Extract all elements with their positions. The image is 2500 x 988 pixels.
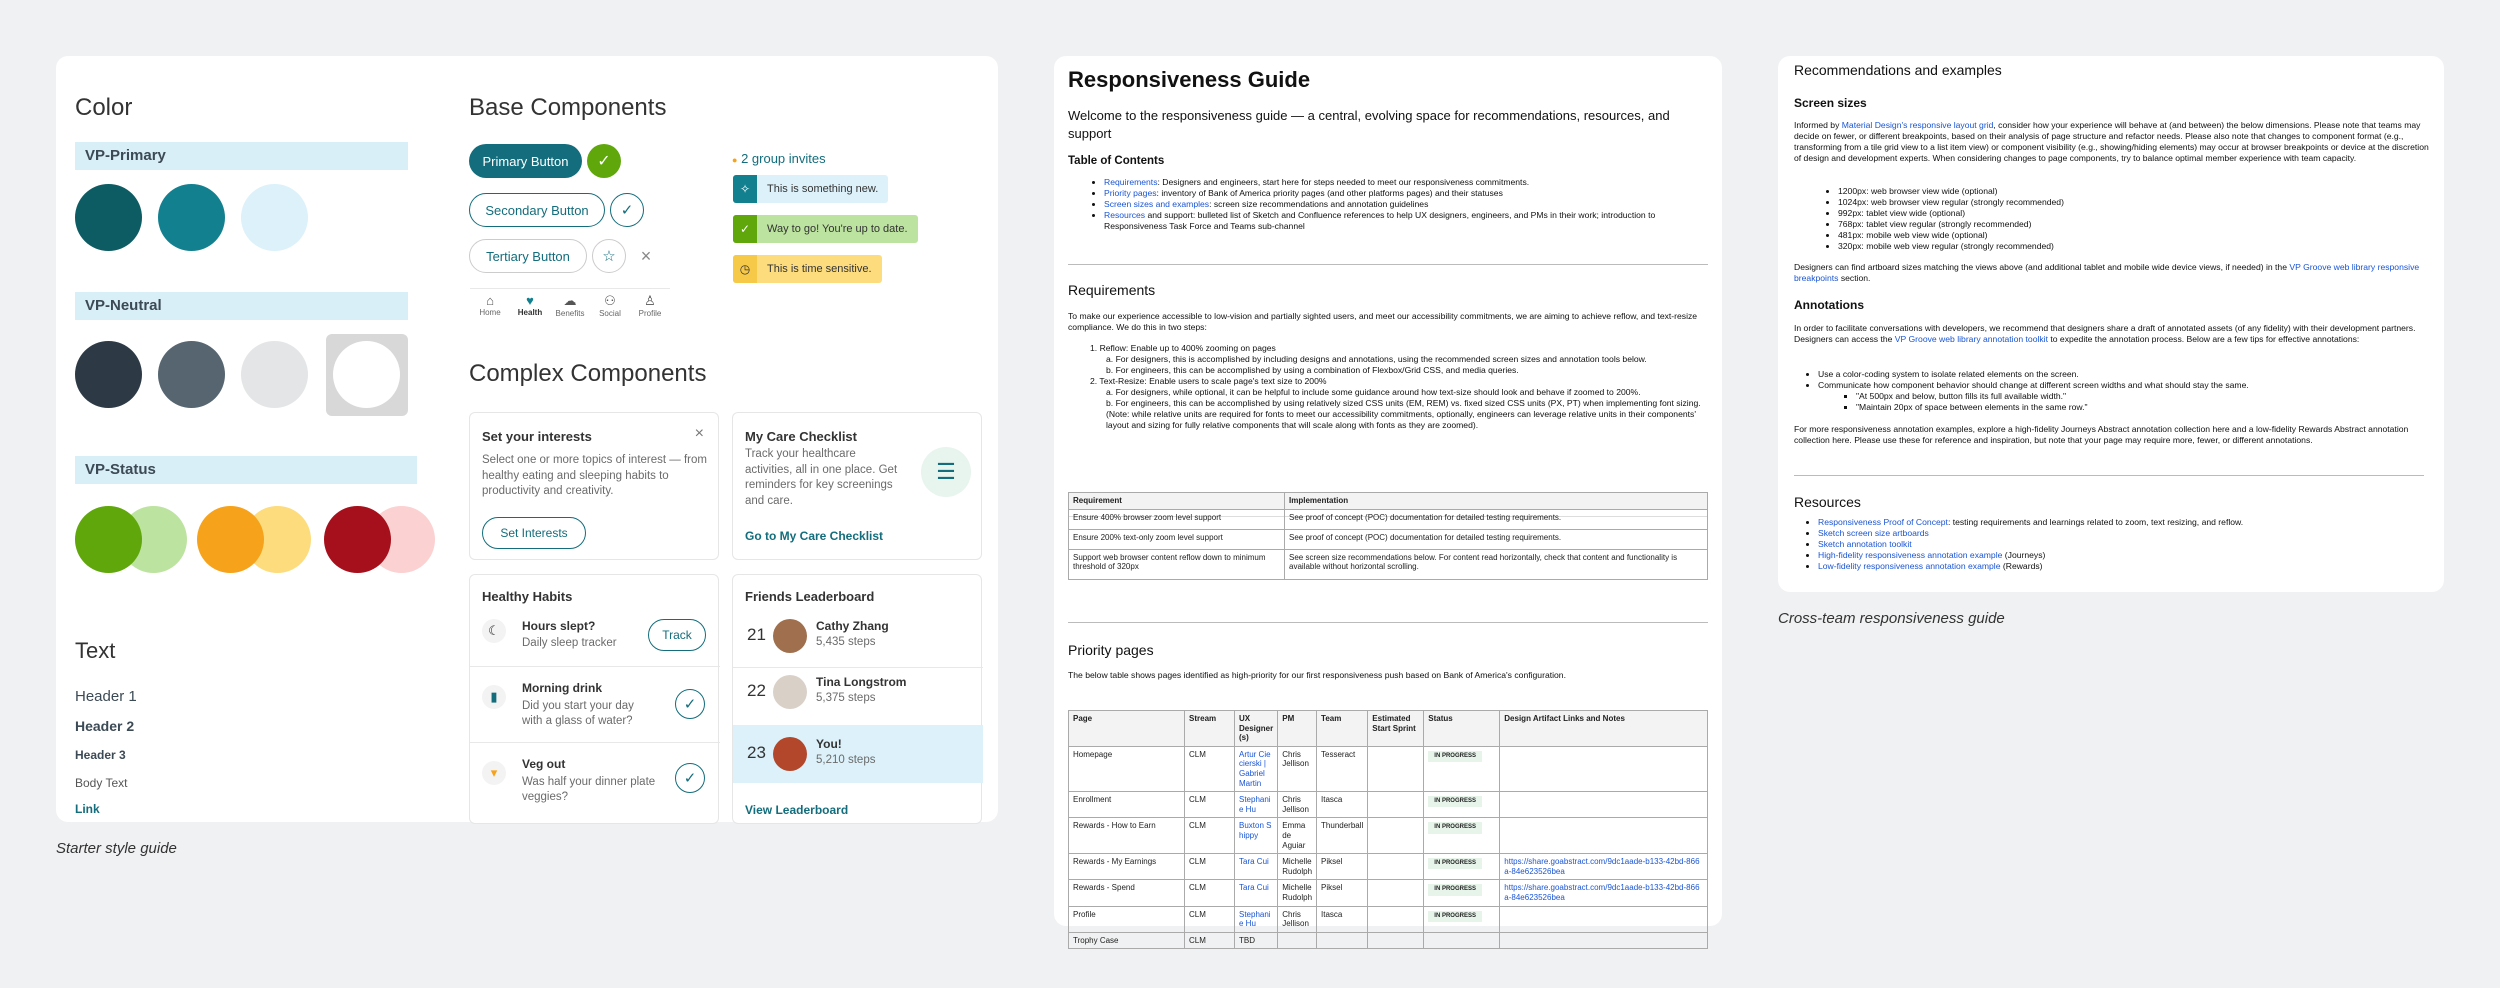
nav-home[interactable]: ⌂ Home [470,293,510,324]
screen-sizes-body: Informed by Material Design's responsive layout grid, consider how your experience will behave at (and between) the below dimensions. Please note that teams may decide on fewer, or different breakpoints, based on their analysis of page structure and refactor needs. Please also note that changes to component format (e.g., transforming from a tile grid view to a list item view) or component visibility (e.g., showing/hiding elements) may occur at browser breakpoints or device at the discretion of design and development experts. When considering changes to page components, try to balance optimal member experience with team capacity. [1794,120,2429,163]
swatch-status-red [324,506,391,573]
divider [470,742,720,743]
table-header: UX Designer (s) [1235,711,1278,747]
designer-link[interactable]: Tara Cui [1239,857,1269,867]
toc-title: Table of Contents [1068,155,1165,167]
avatar [773,737,807,771]
home-icon: ⌂ [486,293,494,308]
table-header: Implementation [1285,493,1708,510]
check-icon[interactable]: ✓ [675,763,705,793]
resource-link[interactable]: Sketch annotation toolkit [1818,539,1912,549]
table-row: Enrollment CLM Stephanie Hu Chris Jellison Itasca IN PROGRESS [1069,792,1708,818]
carrot-icon: ▾ [482,761,506,785]
annotations-more: For more responsiveness annotation examples, explore a high-fidelity Journeys Abstract annotation collection here and a low-fidelity Rewards Abstract annotation collection here. Please use these for reference and inspiration, but note that your page may require more, fewer, or different annotations. [1794,424,2409,445]
resource-item: • High-fidelity responsiveness annotation example (Journeys) [1818,550,2418,561]
swatch-status-orange [197,506,264,573]
benefits-icon: ☁ [563,293,577,308]
group-invites[interactable]: ● 2 group invites [732,151,826,166]
requirements-table [1068,492,1708,580]
table-row: Ensure 200% text-only zoom level support See proof of concept (POC) documentation for detailed testing requirements. [1069,529,1708,549]
annotations-heading: Annotations [1794,298,1864,312]
habit-title: Hours slept? [522,619,596,633]
divider [1068,622,1708,623]
sample-link[interactable]: Link [75,802,100,816]
table-row: Profile CLM Stephanie Hu Chris Jellison Itasca IN PROGRESS [1069,906,1708,932]
priority-pages-heading: Priority pages [1068,642,1154,658]
friend-steps: 5,375 steps [816,692,876,704]
tertiary-button[interactable]: Tertiary Button [469,239,587,273]
swatch-neutral-3 [241,341,308,408]
breakpoints-link[interactable]: VP Groove web library responsive breakpoints [1794,262,2420,283]
checklist-body: Track your healthcare activities, all in one place. Get reminders for key screenings and care. [745,448,898,507]
divider [733,667,983,668]
dot-icon: ● [732,155,738,165]
interests-card [469,412,719,560]
table-header: Requirement [1069,493,1285,510]
sparkle-icon: ✧ [733,175,757,203]
table-header: Design Artifact Links and Notes [1500,711,1708,747]
status-badge: IN PROGRESS [1428,911,1482,922]
moon-icon: ☾ [482,619,506,643]
close-icon[interactable]: × [640,245,652,266]
table-row: Rewards - My Earnings CLM Tara Cui Michelle Rudolph Piksel IN PROGRESS https://share.goabstract.com/9dc1aade-b133-42bd-866a-84e623526bea [1069,854,1708,880]
swatch-neutral-1 [75,341,142,408]
style-guide-caption: Starter style guide [56,840,177,857]
complex-components-heading: Complex Components [469,360,707,387]
avatar [773,675,807,709]
table-row: Support web browser content reflow down to minimum threshold of 320px See screen size recommendations below. For content read horizontally, check that content and functionality is available without horizontal scrolling. [1069,549,1708,579]
screen-size-item: • 992px: tablet view wide (optional) [1838,208,2418,219]
toc-link[interactable]: Screen sizes and examples [1104,199,1210,209]
toc-list [1104,177,1704,232]
friend-name: Cathy Zhang [816,619,889,633]
friend-name: Tina Longstrom [816,675,907,689]
set-interests-button[interactable]: Set Interests [482,517,586,549]
color-heading: Color [75,94,133,121]
annotations-sublist: ▪ "At 500px and below, button fills its full available width." ▪ "Maintain 20px of space between elements in the same row." [1856,391,2416,413]
habit-sub: Daily sleep tracker [522,637,617,649]
guide-welcome: Welcome to the responsiveness guide — a central, evolving space for recommendations, resources, and support [1068,108,1670,141]
checklist-icon: ☰ [921,447,971,497]
status-badge: IN PROGRESS [1428,884,1482,895]
checklist-link[interactable]: Go to My Care Checklist [745,529,884,543]
close-icon[interactable]: × [694,425,704,442]
artboard-note: Designers can find artboard sizes matching the views above (and additional tablet and mobile wide device views, if needed) in the VP Groove web library responsive breakpoints section. [1794,262,2420,283]
toc-link[interactable]: Priority pages [1104,188,1157,198]
leaderboard-title: Friends Leaderboard [745,589,875,604]
resource-item: • Responsiveness Proof of Concept: testing requirements and learnings related to zoom, text resizing, and reflow. [1818,517,2418,528]
designer-link[interactable]: Artur Ciecierski | Gabriel Martin [1239,749,1271,788]
table-row: Homepage CLM Artur Ciecierski | Gabriel Martin Chris Jellison Tesseract IN PROGRESS [1069,746,1708,791]
divider [1068,264,1708,265]
toc-item: • Requirements: Designers and engineers, start here for steps needed to meet our responsiveness commitments. [1104,177,1704,188]
friend-steps: 5,210 steps [816,754,876,766]
toc-link[interactable]: Requirements [1104,177,1158,187]
person-icon: ♙ [644,293,656,308]
checklist-card [732,412,982,560]
toc-item: • Resources and support: bulleted list of Sketch and Confluence references to help UX designers, engineers, and PMs in their work; introduction to Responsiveness Task Force and Teams sub-channel [1104,210,1704,232]
bottom-nav [470,288,670,324]
habit-sub: Did you start your day with a glass of water? [522,700,634,727]
recommendations-card [1778,56,2444,592]
secondary-button[interactable]: Secondary Button [469,193,605,227]
resource-link[interactable]: Responsiveness Proof of Concept [1818,517,1948,527]
resource-link[interactable]: Sketch screen size artboards [1818,528,1929,538]
swatch-primary-3 [241,184,308,251]
recs-caption: Cross-team responsiveness guide [1778,610,2005,627]
check-icon-outline[interactable]: ✓ [610,193,644,227]
requirements-intro: To make our experience accessible to low-vision and partially sighted users, and meet our accessibility commitments, we are aiming to achieve reflow, and text-resize compliance. We do this in two steps: [1068,311,1698,332]
nav-profile[interactable]: ♙ Profile [630,293,670,324]
view-leaderboard-link[interactable]: View Leaderboard [745,803,849,817]
habit-title: Morning drink [522,681,602,695]
table-row: Rewards - Spend CLM Tara Cui Michelle Rudolph Piksel IN PROGRESS https://share.goabstract.com/9dc1aade-b133-42bd-866a-84e623526bea [1069,880,1708,906]
star-icon[interactable]: ☆ [592,239,626,273]
divider [470,666,720,667]
designer-link[interactable]: Stephanie Hu [1239,909,1271,929]
vp-status-label: VP-Status [75,456,417,484]
status-badge: IN PROGRESS [1428,822,1482,833]
swatch-neutral-white-frame [326,334,408,416]
nav-social[interactable]: ⚇ Social [590,293,630,324]
track-button[interactable]: Track [648,619,706,651]
table-row: Rewards - How to Earn CLM Buxton Shippy Emma de Aguiar Thunderball IN PROGRESS [1069,818,1708,854]
resource-item: • Low-fidelity responsiveness annotation example (Rewards) [1818,561,2418,572]
resources-list [1818,517,2418,572]
status-badge: IN PROGRESS [1428,751,1482,762]
clock-icon: ◷ [733,255,757,283]
screen-sizes-list [1838,186,2418,252]
resources-heading: Resources [1794,494,1861,510]
people-icon: ⚇ [604,293,616,308]
requirements-list [1090,343,1706,431]
swatch-primary-2 [158,184,225,251]
rank: 21 [747,625,766,644]
vp-primary-label: VP-Primary [75,142,408,170]
sample-body-text: Body Text [75,776,128,790]
divider [1794,475,2424,476]
resource-item [1818,528,2418,539]
table-header: Estimated Start Sprint [1368,711,1424,747]
friend-steps: 5,435 steps [816,636,876,648]
alert-warning: ◷ This is time sensitive. [733,255,882,283]
table-header: Status [1424,711,1500,747]
annotations-body: In order to facilitate conversations with developers, we recommend that designers share a draft of annotated assets (of any fidelity) with their development partners. Designers can access the VP Groove web library annotation toolkit to expedite the annotation process. Below are a few tips for effective annotations: [1794,323,2416,344]
screen-size-item: • 1200px: web browser view wide (optional) [1838,186,2418,197]
swatch-neutral-2 [158,341,225,408]
status-badge: IN PROGRESS [1428,796,1482,807]
check-icon[interactable]: ✓ [675,689,705,719]
alert-info: ✧ This is something new. [733,175,888,203]
leaderboard-row-you [733,725,983,783]
artifact-link[interactable]: https://share.goabstract.com/9dc1aade-b133-42bd-866a-84e623526bea [1504,857,1700,876]
style-guide-card [56,56,998,822]
screen-sizes-heading: Screen sizes [1794,96,1867,110]
interests-title: Set your interests [482,429,592,444]
designer-link[interactable]: Buxton Shippy [1239,821,1272,840]
priority-pages-intro: The below table shows pages identified as high-priority for our first responsiveness push based on Bank of America's configuration. [1068,670,1566,680]
text-heading: Text [75,638,116,663]
req-subitem: b. For engineers, this can be accomplished by using relatively sized CSS units (EM, REM) vs. fixed sized CSS units (PX, PT) when implementing font sizing. (Note: while relative units are required for fonts to meet our accessibility commitments, optionally, engineers can leverage relative units in their components' layout and sizing for fully relative components that will scale along with fonts as they are zoomed). [1106,398,1701,430]
alert-success: ✓ Way to go! You're up to date. [733,215,918,243]
material-grid-link[interactable]: Material Design's responsive layout grid [1841,120,1994,130]
nav-benefits[interactable]: ☁ Benefits [550,293,590,324]
req-subitem: b. For engineers, this can be accomplished by using a combination of Flexbox/Grid CSS, and media queries. [1106,365,1519,375]
requirements-heading: Requirements [1068,282,1156,298]
primary-button[interactable]: Primary Button [469,144,582,178]
table-header: PM [1278,711,1317,747]
recs-title: Recommendations and examples [1794,62,2002,78]
table-header: Stream [1185,711,1235,747]
designer-link[interactable]: Tara Cui [1239,883,1269,893]
artifact-link[interactable]: https://share.goabstract.com/9dc1aade-b133-42bd-866a-84e623526bea [1504,883,1700,902]
status-badge: IN PROGRESS [1428,858,1482,869]
sample-header-2: Header 2 [75,718,135,734]
base-components-heading: Base Components [469,94,667,121]
healthy-habits-card [469,574,719,824]
req-item: 1. Reflow: Enable up to 400% zooming on pages [1090,343,1276,353]
habits-title: Healthy Habits [482,589,573,604]
resource-item [1818,539,2418,550]
annotation-toolkit-link[interactable]: VP Groove web library annotation toolkit [1894,334,2048,344]
table-row: Ensure 400% browser zoom level support See proof of concept (POC) documentation for detailed testing requirements. [1069,509,1708,529]
toc-link[interactable]: Resources [1104,210,1146,220]
resource-link[interactable]: Low-fidelity responsiveness annotation example [1818,561,2001,571]
screen-size-item: • 320px: mobile web view regular (strongly recommended) [1838,241,2418,252]
rank: 23 [747,743,766,762]
resource-link[interactable]: High-fidelity responsiveness annotation example [1818,550,2003,560]
check-icon-filled[interactable]: ✓ [587,144,621,178]
screen-size-item: • 481px: mobile web view wide (optional) [1838,230,2418,241]
designer-link[interactable]: Stephanie Hu [1239,795,1271,814]
sample-header-3: Header 3 [75,748,126,762]
screen-size-item: • 1024px: web browser view regular (strongly recommended) [1838,197,2418,208]
annotations-list: • Use a color-coding system to isolate related elements on the screen. • Communicate how component behavior should change at different screen widths and what should stay the same. [1818,369,2418,391]
leaderboard-card [732,574,982,824]
rank: 22 [747,681,766,700]
swatch-neutral-4 [333,341,400,408]
swatch-primary-1 [75,184,142,251]
toc-item: • Priority pages: inventory of Bank of America priority pages (and other platforms pages) and their statuses [1104,188,1704,199]
guide-title: Responsiveness Guide [1068,67,1311,92]
req-subitem: a. For designers, this is accomplished by including designs and annotations, using the recommended screen sizes and annotation tools below. [1106,354,1647,364]
req-subitem: a. For designers, while optional, it can be helpful to include some guidance around how text-size should look and behave if zoomed to 200%. [1106,387,1641,397]
nav-health[interactable]: ♥ Health [510,293,550,324]
req-item: 2. Text-Resize: Enable users to scale page's text size to 200% [1090,376,1327,386]
swatch-status-green [75,506,142,573]
glass-icon: ▮ [482,685,506,709]
screen-size-item: • 768px: tablet view regular (strongly recommended) [1838,219,2418,230]
priority-pages-table [1068,710,1708,949]
habit-title: Veg out [522,757,566,771]
table-row: Trophy Case CLM TBD [1069,932,1708,949]
checklist-title: My Care Checklist [745,429,857,444]
toc-item: • Screen sizes and examples: screen size recommendations and annotation guidelines [1104,199,1704,210]
table-header: Page [1069,711,1185,747]
habit-sub: Was half your dinner plate veggies? [522,776,656,803]
avatar [773,619,807,653]
interests-body: Select one or more topics of interest — from healthy eating and sleeping habits to productivity and creativity. [482,454,707,498]
friend-name: You! [816,737,842,751]
check-icon: ✓ [733,215,757,243]
heart-icon: ♥ [526,293,534,308]
vp-neutral-label: VP-Neutral [75,292,408,320]
responsiveness-guide-card [1054,56,1722,945]
sample-header-1: Header 1 [75,688,137,705]
table-header: Team [1317,711,1368,747]
